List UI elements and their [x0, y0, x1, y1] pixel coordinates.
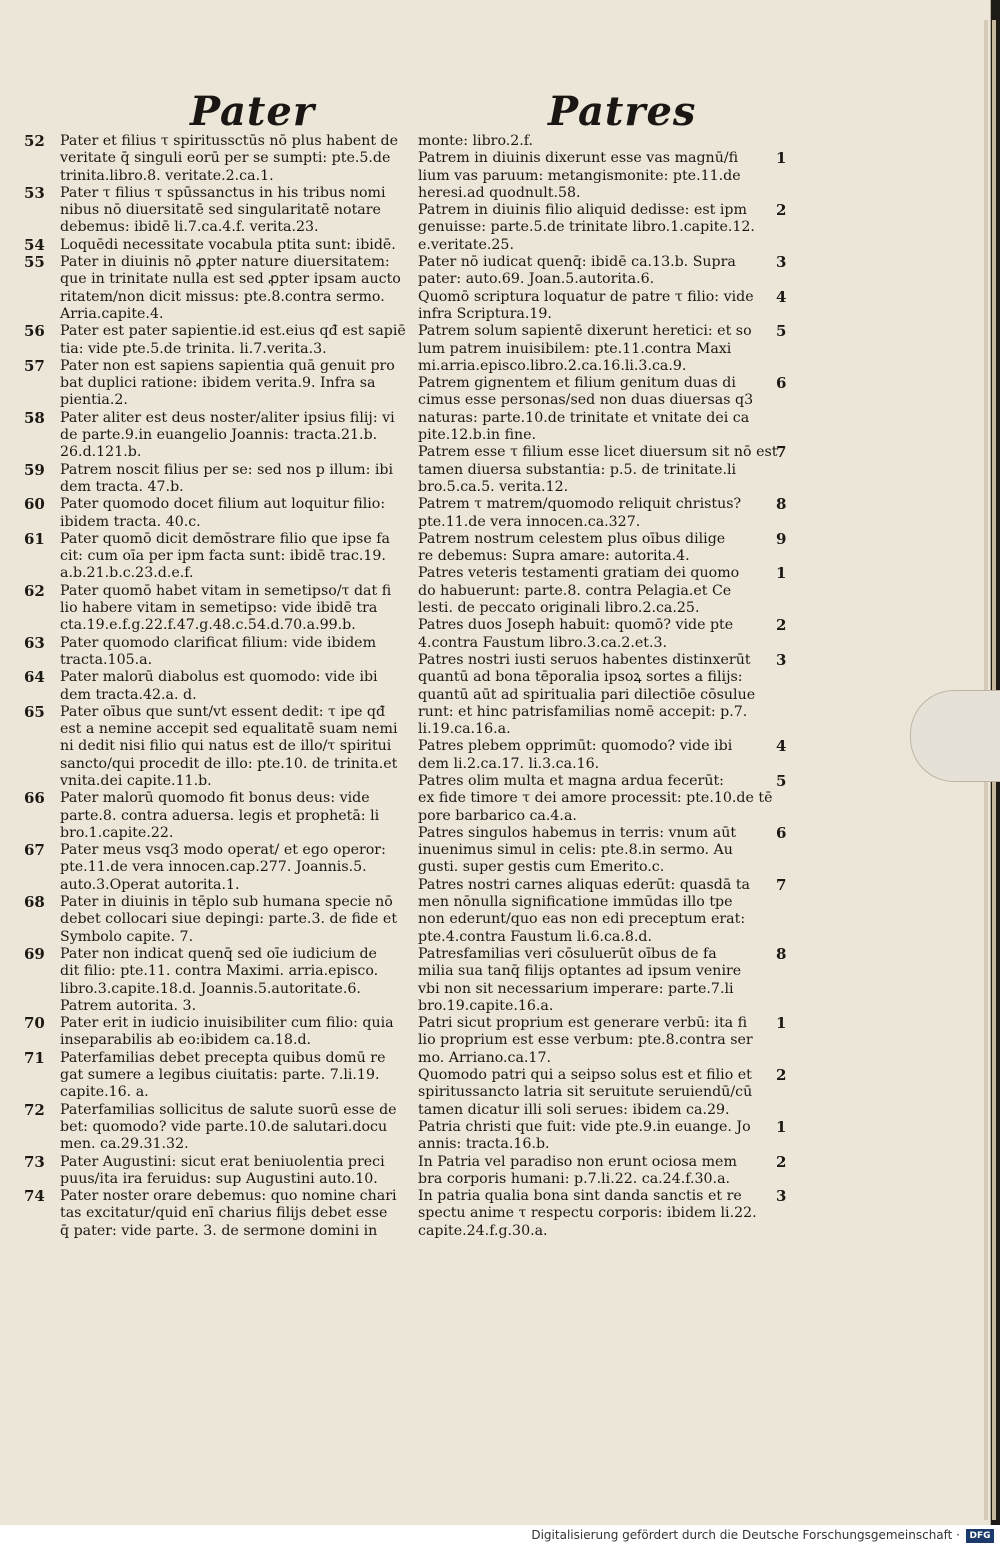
- index-entry: [418, 1067, 798, 1119]
- entry-text: Paterfamilias debet precepta quibus domū re gat sumere a legibus ciuitatis: parte. 7.li.19. capite.16. a.: [60, 1049, 386, 1101]
- footer-credit: Digitalisierung gefördert durch die Deutsche Forschungsgemeinschaft ·: [531, 1528, 960, 1542]
- entry-number: 4: [776, 287, 787, 306]
- index-entry: [418, 531, 798, 566]
- entry-number: 53: [24, 183, 45, 202]
- entry-text: Quomodo patri qui a seipso solus est et filio et spiritussancto latria sit seruitute seruiendū/cū tamen dicatur illi soli serues: ibidem ca.29.: [418, 1067, 753, 1118]
- entry-text: Pater in diuinis in tēplo sub humana specie nō debet collocari siue depingi: parte.3. de fide et Symbolo capite. 7.: [60, 894, 398, 945]
- entry-number: 7: [776, 443, 787, 462]
- dfg-logo: DFG: [966, 1529, 994, 1543]
- entry-text: Pater malorū diabolus est quomodo: vide ibi dem tracta.42.a. d.: [60, 669, 378, 703]
- entry-text: monte: libro.2.f.: [418, 133, 534, 149]
- entry-number: 68: [24, 893, 45, 912]
- entry-text: Patrem τ matrem/quomodo reliquit christus? pte.11.de vera innocen.ca.327.: [418, 496, 742, 530]
- index-entry: [24, 704, 414, 790]
- page-header-right: Patres: [548, 88, 697, 135]
- entry-text: Pater quomodo clarificat filium: vide ibidem tracta.105.a.: [60, 634, 377, 668]
- entry-text: Pater aliter est deus noster/aliter ipsius filij: vi de parte.9.in euangelio Joannis: tracta.21.b. 26.d.121.b.: [60, 409, 395, 461]
- index-entry: [418, 323, 798, 375]
- entry-number: 3: [776, 650, 787, 669]
- index-entry: [418, 1015, 798, 1067]
- entry-number: 66: [24, 789, 45, 808]
- entry-number: 1: [776, 1117, 787, 1136]
- left-column: [24, 133, 414, 1240]
- entry-number: 64: [24, 668, 45, 687]
- index-entry: [418, 825, 798, 877]
- entry-number: 67: [24, 841, 45, 860]
- index-entry: [418, 946, 798, 1015]
- entry-text: Patrem solum sapientē dixerunt heretici: et so lum patrem inuisibilem: pte.11.contra Maxi mi.arria.episco.libro.2.ca.16.li.3.ca.9.: [418, 323, 752, 374]
- entry-number: 2: [776, 616, 787, 635]
- entry-text: Pater est pater sapientie.id est.eius qđ est sapiē tia: vide pte.5.de trinita. li.7.verita.3.: [60, 323, 406, 357]
- entry-text: Pater noster orare debemus: quo nomine chari tas excitatur/quid enī charius filijs debet esse q̄ pater: vide parte. 3. de sermone domini in: [60, 1188, 397, 1239]
- index-entry: [24, 894, 414, 946]
- entry-text: Patres plebem opprimūt: quomodo? vide ibi dem li.2.ca.17. li.3.ca.16.: [418, 738, 733, 772]
- entry-text: Pater non est sapiens sapientia quā genuit pro bat duplici ratione: ibidem verita.9. Infra sa pientia.2.: [60, 357, 395, 409]
- entry-number: 72: [24, 1100, 45, 1119]
- entry-number: 3: [776, 253, 787, 272]
- entry-number: 55: [24, 253, 45, 272]
- footer-bar: [0, 1525, 1000, 1547]
- entry-text: Pater quomodo docet filium aut loquitur filio: ibidem tracta. 40.c.: [60, 496, 386, 530]
- index-entry: [418, 289, 798, 324]
- page-header-left: Pater: [190, 88, 315, 135]
- entry-text: Patresfamilias veri cōsuluerūt oībus de fa milia sua tanq̄ filijs optantes ad ipsum venire vbi non sit necessarium imperare: parte.7.li bro.19.capite.16.a.: [418, 945, 742, 1014]
- entry-number: 3: [776, 1187, 787, 1206]
- index-entry: [24, 531, 414, 583]
- index-entry: [24, 1154, 414, 1189]
- entry-number: 4: [776, 737, 787, 756]
- index-entry: [24, 1188, 414, 1240]
- index-entry: [418, 773, 798, 825]
- entry-text: Loquēdi necessitate vocabula ptita sunt: ibidē.: [60, 236, 396, 253]
- index-entry: [418, 150, 798, 202]
- entry-number: 6: [776, 823, 787, 842]
- index-entry: [24, 254, 414, 323]
- entry-text: Patres veteris testamenti gratiam dei quomo do habuerunt: parte.8. contra Pelagia.et Ce lesti. de peccato originali libro.2.ca.25.: [418, 565, 740, 617]
- entry-text: Patrem in diuinis dixerunt esse vas magnū/fi lium vas paruum: metangismonite: pte.11.de heresi.ad quodnult.58.: [418, 150, 741, 201]
- index-entry: [418, 444, 798, 496]
- entry-text: Patres singulos habemus in terris: vnum aūt inuenimus simul in celis: pte.8.in sermo. Au gusti. super gestis cum Emerito.c.: [418, 824, 737, 876]
- entry-text: Patria christi que fuit: vide pte.9.in euange. Jo annis: tracta.16.b.: [418, 1118, 751, 1153]
- index-entry: [24, 410, 414, 462]
- entry-text: Patrem noscit filius per se: sed nos p illum: ibi dem tracta. 47.b.: [60, 461, 394, 495]
- entry-number: 70: [24, 1014, 45, 1033]
- entry-text: Paterfamilias sollicitus de salute suorū esse de bet: quomodo? vide parte.10.de salutari.docu men. ca.29.31.32.: [60, 1101, 397, 1153]
- entry-text: Pater quomō habet vitam in semetipso/τ dat fi lio habere vitam in semetipso: vide ibidē tra cta.19.e.f.g.22.f.47.g.48.c.54.d.70.a.99.b.: [60, 582, 392, 634]
- entry-text: Pater quomō dicit demōstrare filio que ipse fa cit: cum oīa per ipm facta sunt: ibidē trac.19. a.b.21.b.c.23.d.e.f.: [60, 530, 390, 582]
- entry-number: 8: [776, 944, 787, 963]
- right-column: [418, 133, 798, 1240]
- index-entry: [24, 496, 414, 531]
- entry-text: Pater et filius τ spiritussctūs nō plus habent de veritate q̄ singuli eorū per se sumpti: pte.5.de trinita.libro.8. veritate.2.ca.1.: [60, 133, 399, 184]
- entry-text: Pater erit in iudicio inuisibiliter cum filio: quia inseparabilis ab eo:ibidem ca.18.d.: [60, 1015, 394, 1049]
- index-entry: [418, 877, 798, 946]
- entry-text: Patrem esse τ filium esse licet diuersum sit nō est tamen diuersa substantia: p.5. de trinitate.li bro.5.ca.5. verita.12.: [418, 444, 778, 495]
- index-entry: [24, 842, 414, 894]
- entry-number: 69: [24, 944, 45, 963]
- index-entry: [24, 583, 414, 635]
- entry-number: 57: [24, 356, 45, 375]
- entry-number: 1: [776, 1014, 787, 1033]
- entry-number: 62: [24, 581, 45, 600]
- entry-number: 5: [776, 322, 787, 341]
- index-entry: [418, 375, 798, 444]
- entry-number: 52: [24, 132, 45, 150]
- index-entry: [24, 323, 414, 358]
- entry-number: 74: [24, 1187, 45, 1206]
- entry-text: Pater in diuinis nō ꝓpter nature diuersitatem: que in trinitate nulla est sed ꝓpter ipsam aucto ritatem/non dicit missus: pte.8.contra sermo. Arria.capite.4.: [60, 254, 401, 322]
- entry-text: Pater malorū quomodo fit bonus deus: vide parte.8. contra aduersa. legis et prophetā: li bro.1.capite.22.: [60, 790, 380, 841]
- index-entry: [418, 738, 798, 773]
- entry-text: Pater nō iudicat quenq̄: ibidē ca.13.b. Supra pater: auto.69. Joan.5.autorita.6.: [418, 254, 736, 288]
- index-entry: [24, 669, 414, 704]
- index-entry: [418, 1154, 798, 1189]
- entry-number: 56: [24, 322, 45, 341]
- entry-text: Patres olim multa et magna ardua fecerūt: ex fide timore τ dei amore processit: pte.10.de tē pore barbarico ca.4.a.: [418, 772, 773, 824]
- entry-number: 8: [776, 495, 787, 514]
- index-entry: [418, 496, 798, 531]
- index-entry: [418, 133, 798, 150]
- entry-number: 59: [24, 460, 45, 479]
- entry-number: 7: [776, 875, 787, 894]
- index-entry: [24, 635, 414, 670]
- entry-number: 63: [24, 633, 45, 652]
- entry-text: Patri sicut proprium est generare verbū: ita fi lio proprium est esse verbum: pte.8.contra ser mo. Arriano.ca.17.: [418, 1015, 753, 1066]
- index-entry: [24, 237, 414, 254]
- entry-text: In patria qualia bona sint danda sanctis et re spectu anime τ respectu corporis: ibidem li.22. capite.24.f.g.30.a.: [418, 1188, 757, 1239]
- index-entry: [418, 1119, 798, 1154]
- index-entry: [418, 617, 798, 652]
- entry-text: Patres duos Joseph habuit: quomō? vide pte 4.contra Faustum libro.3.ca.2.et.3.: [418, 617, 734, 651]
- entry-number: 2: [776, 1066, 787, 1085]
- entry-text: Patrem nostrum celestem plus oībus dilige re debemus: Supra amare: autorita.4.: [418, 530, 726, 565]
- entry-text: Patrem in diuinis filio aliquid dedisse: est ipm genuisse: parte.5.de trinitate libro.1.capite.12. e.veritate.25.: [418, 202, 755, 253]
- entry-text: Pater non indicat quenq̄ sed oīe iudicium de dit filio: pte.11. contra Maximi. arria.episco. libro.3.capite.18.d. Joannis.5.autoritate.6. Patrem autorita. 3.: [60, 945, 379, 1014]
- entry-number: 2: [776, 1152, 787, 1171]
- entry-number: 54: [24, 235, 45, 254]
- entry-text: Patrem gignentem et filium genitum duas di cimus esse personas/sed non duas diuersas q3 naturas: parte.10.de trinitate et vnitate dei ca pite.12.b.in fine.: [418, 375, 754, 444]
- entry-text: Patres nostri carnes aliquas ederūt: quasdā ta men nōnulla significatione immūdas illo tpe non ederunt/quo eas non edi preceptum erat: pte.4.contra Faustum li.6.ca.8.d.: [418, 876, 750, 945]
- index-entry: [24, 462, 414, 497]
- index-entry: [24, 1015, 414, 1050]
- entry-number: 73: [24, 1152, 45, 1171]
- thumb-tab: [910, 690, 1000, 782]
- entry-number: 65: [24, 702, 45, 721]
- index-entry: [24, 946, 414, 1015]
- entry-number: 6: [776, 374, 787, 393]
- index-entry: [24, 1102, 414, 1154]
- entry-number: 1: [776, 564, 787, 583]
- index-entry: [24, 790, 414, 842]
- index-entry: [24, 1050, 414, 1102]
- index-entry: [418, 652, 798, 738]
- entry-text: Pater meus vsq3 modo operat/ et ego operor: pte.11.de vera innocen.cap.277. Joannis.5. auto.3.Operat autorita.1.: [60, 842, 386, 893]
- entry-text: Quomō scriptura loquatur de patre τ filio: vide infra Scriptura.19.: [418, 288, 754, 322]
- entry-text: Pater τ filius τ spūssanctus in his tribus nomi nibus nō diuersitatē sed singularitatē notare debemus: ibidē li.7.ca.4.f. verita.23.: [60, 184, 386, 236]
- entry-text: Patres nostri iusti seruos habentes distinxerūt quantū ad bona tēporalia ipsoꝝ sortes a filijs: quantū aūt ad spiritualia pari dilectiōe cōsulue runt: et hinc patrisfamilias nomē accepit: p.7. li.19.ca.16.a.: [418, 651, 756, 738]
- entry-number: 61: [24, 529, 45, 548]
- entry-number: 5: [776, 771, 787, 790]
- index-entry: [24, 358, 414, 410]
- entry-number: 71: [24, 1048, 45, 1067]
- index-entry: [418, 565, 798, 617]
- index-entry: [24, 185, 414, 237]
- index-entry: [24, 133, 414, 185]
- entry-number: 2: [776, 201, 787, 220]
- entry-number: 9: [776, 529, 787, 548]
- index-entry: [418, 1188, 798, 1240]
- entry-number: 58: [24, 408, 45, 427]
- entry-number: 1: [776, 149, 787, 168]
- entry-number: 60: [24, 495, 45, 514]
- index-entry: [418, 254, 798, 289]
- entry-text: In Patria vel paradiso non erunt ociosa mem bra corporis humani: p.7.li.22. ca.24.f.30.a.: [418, 1153, 737, 1187]
- entry-text: Pater oībus que sunt/vt essent dedit: τ ipe qđ est a nemine accepit sed equalitatē suam nemi ni dedit nisi filio qui natus est de illo/τ spiritui sancto/qui procedit de illo: pte.10. de trinita.et vnita.dei capite.11.b.: [60, 703, 398, 789]
- entry-text: Pater Augustini: sicut erat beniuolentia preci puus/ita ira feruidus: sup Augustini auto.10.: [60, 1153, 385, 1187]
- index-entry: [418, 202, 798, 254]
